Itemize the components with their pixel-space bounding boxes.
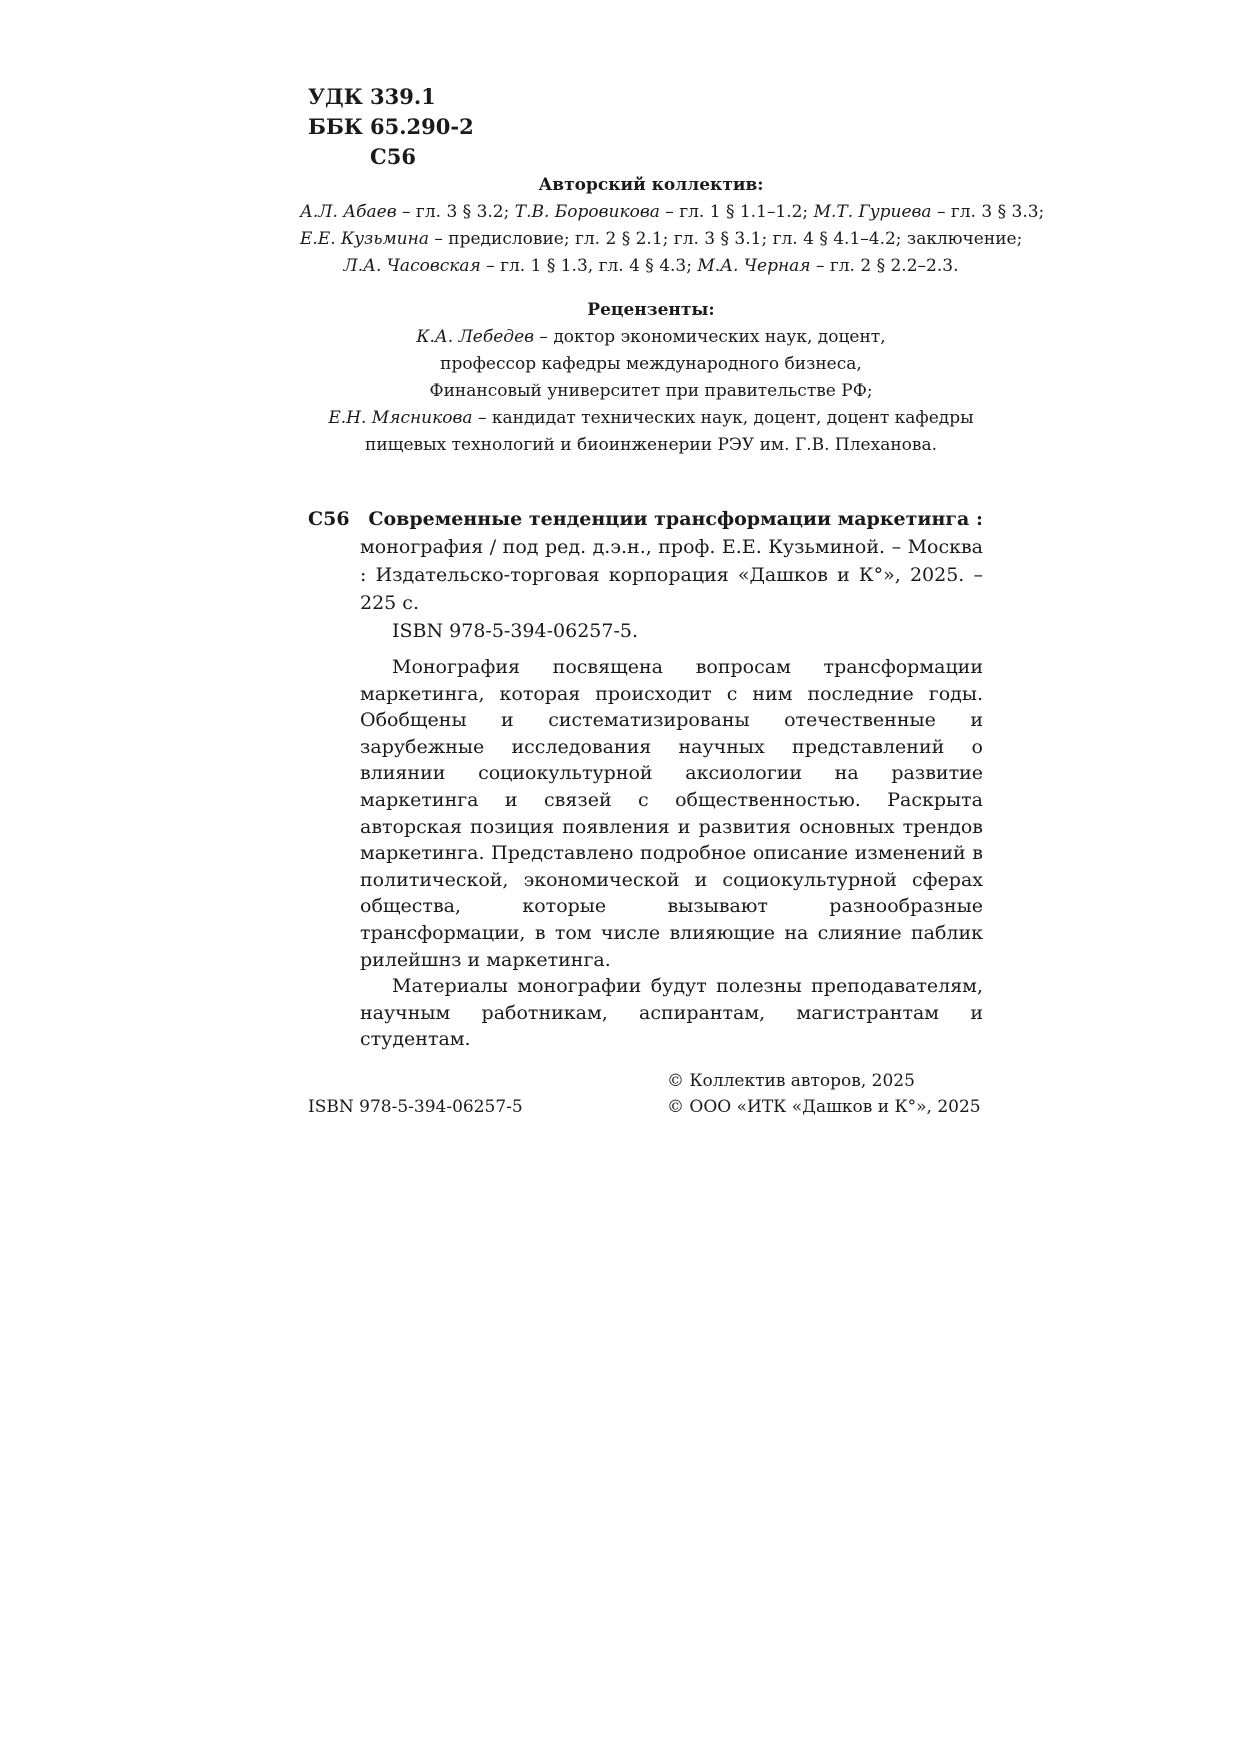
author-name: М.Т. Гуриева (813, 202, 932, 222)
entry-isbn: ISBN 978-5-394-06257-5. (392, 620, 639, 642)
author-contribution: – гл. 3 § 3.2; (396, 202, 515, 222)
udk-row (308, 82, 474, 112)
reviewers-block (300, 297, 1002, 459)
footer-isbn: ISBN 978-5-394-06257-5 (308, 1097, 523, 1117)
bbk-value: 65.290-2 (370, 114, 474, 139)
author-contribution: – гл. 2 § 2.2–2.3. (810, 256, 959, 276)
reviewers-heading: Рецензенты: (587, 300, 715, 320)
author-name: Л.А. Часовская (343, 256, 481, 276)
annotation (360, 654, 983, 1053)
copyright-publisher: © ООО «ИТК «Дашков и К°», 2025 (667, 1097, 981, 1117)
author-mark-row (308, 142, 474, 172)
copyright-authors: © Коллектив авторов, 2025 (667, 1071, 915, 1091)
bibliographic-entry (360, 505, 983, 617)
author-name: Е.Е. Кузьмина (300, 229, 429, 249)
reviewer-line: профессор кафедры международного бизнеса, (440, 354, 862, 374)
author-name: А.Л. Абаев (300, 202, 397, 222)
udk-label: УДК (308, 84, 363, 109)
bbk-label: ББК (308, 114, 363, 139)
annotation-paragraph: Монография посвящена вопросам трансформации маркетинга, которая происходит с ним последние годы. Обобщены и систематизированы отечественные и зарубежные исследования научных представлений о влиянии социокультурной аксиологии на развитие маркетинга и связей с общественностью. Раскрыта авторская позиция появления и развития основных трендов маркетинга. Представлено подробное описание изменений в политической, экономической и социокультурной сферах общества, которые вызывают разнообразные трансформации, в том числе влияющие на слияние паблик рилейшнз и маркетинга. (360, 656, 983, 971)
reviewer-line: Финансовый университет при правительстве РФ; (429, 381, 873, 401)
reviewer-name: К.А. Лебедев (416, 327, 535, 347)
reviewer-line (300, 324, 1002, 351)
copyright-block (667, 1068, 981, 1120)
author-contribution: – гл. 3 § 3.3; (931, 202, 1045, 222)
reviewer-line: пищевых технологий и биоинженерии РЭУ им. Г.В. Плеханова. (364, 435, 937, 455)
entry-code: С56 (308, 508, 350, 530)
authors-line (300, 253, 1002, 280)
author-name: М.А. Черная (697, 256, 811, 276)
reviewer-credentials: – кандидат технических наук, доцент, доцент кафедры (472, 408, 974, 428)
annotation-paragraph: Материалы монографии будут полезны преподавателям, научным работникам, аспирантам, магистрантам и студентам. (360, 975, 983, 1051)
authors-line (300, 199, 1045, 226)
classification-codes (308, 82, 474, 172)
authors-line (300, 226, 1023, 253)
book-title: Современные тенденции трансформации маркетинга : (368, 508, 983, 530)
book-details: монография / под ред. д.э.н., проф. Е.Е. Кузьминой. – Москва : Издательско-торговая корпорация «Дашков и К°», 2025. – 225 с. (360, 536, 983, 614)
author-contribution: – гл. 1 § 1.3, гл. 4 § 4.3; (480, 256, 698, 276)
authors-heading: Авторский коллектив: (538, 175, 764, 195)
authors-block (300, 172, 1045, 280)
author-contribution: – гл. 1 § 1.1–1.2; (659, 202, 814, 222)
author-mark: С56 (370, 144, 416, 169)
author-name: Т.В. Боровикова (514, 202, 660, 222)
reviewer-name: Е.Н. Мясникова (328, 408, 473, 428)
author-contribution: – предисловие; гл. 2 § 2.1; гл. 3 § 3.1; гл. 4 § 4.1–4.2; заключение; (428, 229, 1023, 249)
bbk-row (308, 112, 474, 142)
reviewer-credentials: – доктор экономических наук, доцент, (534, 327, 886, 347)
reviewer-line (300, 405, 1002, 432)
udk-value: 339.1 (370, 84, 436, 109)
